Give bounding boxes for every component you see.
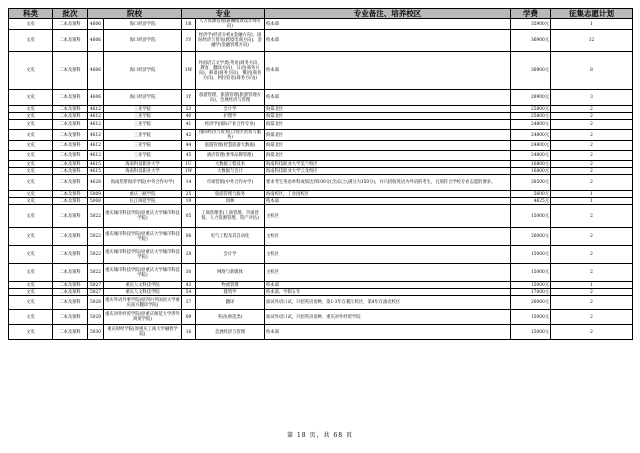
row-fee: 15000元 [511,282,551,289]
row-note: 海棠北区 [265,130,511,141]
row-subject: 文史 [9,130,53,141]
row-major: 会计学 [196,106,265,113]
row-school-code: 5022 [88,205,104,228]
row-note: 主校区 [265,205,511,228]
row-school: 重庆外语外事学院(原四川外国语大学重庆南方翻译学院) [105,297,180,308]
row-major: 网络与新媒体 [196,264,265,282]
row-subject: 文史 [9,310,53,325]
row-school: 重庆城市科技学院(原重庆大学城市科技学院) [104,205,182,228]
row-subject: 文史 [9,296,53,310]
row-subject: 文史 [9,120,53,130]
row-major: 酒店管理(奢华品牌管理) [196,151,265,161]
row-fee: 25800元 [511,113,551,120]
table-row [9,30,633,52]
row-fee: 26000元 [511,296,551,310]
row-school-code: 4612 [88,151,104,161]
row-major: 英语(师范类) [196,310,265,325]
row-school: 三亚学院 [104,106,182,113]
admission-table [8,8,633,340]
row-subject: 文史 [9,113,53,120]
row-major: 外国语言文学类(英语(商务方向、教育、翻译方向)，日语(商务方向)，韩语(商务方向)，俄语(商务方向)，阿拉伯语(商务方向)) [196,52,265,90]
row-fee: 15000元 [511,264,551,282]
row-subject: 文史 [9,205,53,228]
row-major: 大数据工程技术 [196,161,265,168]
row-note: 海棠北区 [265,141,511,151]
row-school: 海口经济学院 [104,90,182,106]
row-fee: 4625元 [511,198,551,205]
row-fee: 24800元 [511,130,551,141]
header-school: 院校 [88,9,182,19]
row-major-code: 28 [182,246,196,264]
row-subject: 文史 [9,168,53,175]
row-school: 海口经济学院 [104,30,182,52]
row-subject: 文史 [9,151,53,161]
row-major: 国际经济与贸易(自贸区贸易与服务) [196,130,265,141]
row-school: 三亚学院 [104,113,182,120]
row-major: 会展经济与管理 [196,325,265,340]
table-row [9,90,633,106]
row-batch: 二本及预科 [53,120,88,130]
row-fee: 24800元 [511,151,551,161]
row-school: 三亚学院 [104,120,182,130]
row-note: 海棠北区 [265,106,511,113]
row-school: 重庆城市科技学院(原重庆大学城市科技学院) [104,228,182,246]
row-fee: 35900元 [511,19,551,30]
row-major: 物流管理 [196,282,265,289]
row-note: 主校区 [265,228,511,246]
row-subject: 文史 [9,191,53,198]
row-major: 经济学(经济分析)(金融方向)，国际经济与贸易(跨境电商方向)，金融学(金融管理方向) [196,30,265,52]
row-subject: 文史 [9,106,53,113]
row-school: 海南科技职业大学 [104,168,182,175]
table-row [9,120,633,130]
row-note: 要求考生英语单科成绩达到100分(含)以上(满分为150分)，并只招收英语为外语的考生，且须符合学校专业志愿的要求。 [265,175,511,191]
header-subject: 科类 [9,9,53,19]
row-note: 校本部 [265,282,511,289]
row-major: 市场营销(中外合作办学) [196,175,265,191]
row-major: 工商管理类(工商管理，市场营销，人力资源管理，资产评估) [196,205,265,228]
row-batch: 二本及预科 [53,113,88,120]
row-note: 校本部，学制五年 [265,289,511,296]
row-plan: 2 [551,151,633,161]
row-school-code: 4612 [88,141,104,151]
row-major-code: 45 [182,151,196,161]
row-fee: 25800元 [511,106,551,113]
row-school-code: 5022 [88,246,104,264]
row-plan: 2 [551,130,633,141]
row-major-code: 19 [182,198,196,205]
row-major: 翻译 [196,296,265,310]
row-school: 重庆财经学院(原重庆工商大学融智学院) [104,325,182,340]
table-row [9,264,633,282]
table-body [9,19,633,340]
row-major: 旅游管理，旅游管理(旅游管理方向)，会展经济与管理 [196,90,265,106]
header-fee: 学费 [511,9,551,19]
row-school: 重庆人文科技学院 [104,282,182,289]
row-note: 海南校区，工业园校区 [265,191,511,198]
row-batch: 二本及预科 [53,289,88,296]
row-subject: 文史 [9,141,53,151]
table-row [9,205,633,228]
row-plan: 2 [551,168,633,175]
row-major: 大数据与会计 [196,168,265,175]
row-fee: 15000元 [511,205,551,228]
row-school-code: 4615 [88,161,104,168]
row-school: 重庆城市科技学院(原重庆大学城市科技学院) [104,264,182,282]
row-major-code: 05 [182,205,196,228]
row-batch: 二本及预科 [53,198,88,205]
row-plan: 2 [551,120,633,130]
table-row [9,228,633,246]
row-batch: 二本及预科 [53,264,88,282]
row-school-code: 5028 [88,296,104,310]
row-school-code: 5009 [88,191,104,198]
table-row [9,151,633,161]
row-batch: 二本及预科 [53,310,88,325]
row-note: 校本部 [265,52,511,90]
row-subject: 文史 [9,52,53,90]
table-header-row [9,9,633,19]
table-row [9,161,633,168]
row-plan: 2 [551,175,633,191]
row-school: 三亚学院 [104,151,182,161]
row-major-code: 43 [182,282,196,289]
row-batch: 二本及预科 [53,246,88,264]
row-note: 海棠北区 [265,120,511,130]
table-row [9,282,633,289]
row-school-code: 4606 [88,19,104,30]
row-subject: 文史 [9,30,53,52]
row-major-code: 44 [182,141,196,151]
row-plan: 1 [551,198,633,205]
row-subject: 文史 [9,198,53,205]
row-major-code: 1W [182,52,196,90]
table-row [9,246,633,264]
row-school: 三亚学院 [104,141,182,151]
row-batch: 二本及预科 [53,296,88,310]
row-school: 海南热带海洋学院(中外合作办学) [104,175,182,191]
row-fee: 15000元 [511,310,551,325]
row-major: 旅游管理(智慧旅游大数据) [196,141,265,151]
row-fee: 28900元 [511,90,551,106]
table-row [9,289,633,296]
table-row [9,19,633,30]
row-fee: 5600元 [511,191,551,198]
row-batch: 二本及预科 [53,175,88,191]
row-note: 校本部 [265,325,511,340]
row-school-code: 5008 [88,198,104,205]
row-major-code: 40 [182,113,196,120]
row-batch: 二本及预科 [53,205,88,228]
row-subject: 文史 [9,264,53,282]
row-fee: 15000元 [511,325,551,340]
row-major-code: 42 [182,130,196,141]
row-fee: 15000元 [511,246,551,264]
row-major: 经济学(国际产业合作专业) [196,120,265,130]
row-major-code: 06 [182,228,196,246]
row-fee: 16800元 [511,168,551,175]
row-school-code: 4606 [88,52,104,90]
row-school: 重庆对外经贸学院(原重庆师范大学涉外商贸学院) [104,310,182,325]
table-row [9,325,633,340]
row-major: 建筑学 [196,289,265,296]
row-school: 海南科技职业大学 [104,161,182,168]
row-note: 校本部 [265,90,511,106]
table-row [9,310,633,325]
row-note: 校本部 [265,198,511,205]
row-school: 海口经济学院 [104,52,182,90]
table-row [9,113,633,120]
row-major-code: 37 [182,296,196,310]
row-school-code: 4628 [88,175,104,191]
header-batch: 批次 [53,9,88,19]
row-school-code: 5030 [88,325,104,340]
row-subject: 文史 [9,246,53,264]
row-subject: 文史 [9,161,53,168]
row-note: 校本部 [265,30,511,52]
row-plan: 2 [551,246,633,264]
row-batch: 二本及预科 [53,90,88,106]
table-row [9,198,633,205]
table-row [9,106,633,113]
row-major: 电气工程及其自动化 [196,228,265,246]
row-school-code: 5022 [88,264,104,282]
row-note: 加试外语口试，只招英语语种，第1-3年在綦江校区，第4年在渝北校区 [265,296,511,310]
row-major: 园林 [196,198,265,205]
row-plan: 1 [551,282,633,289]
row-batch: 二本及预科 [53,30,88,52]
row-school-code: 4612 [88,113,104,120]
row-fee: 26000元 [511,228,551,246]
row-school-code: 5027 [88,282,104,289]
row-major-code: 1W [182,168,196,175]
header-major: 专业 [182,9,265,19]
row-plan: 2 [551,325,633,340]
table-row [9,168,633,175]
row-note: 加试外语口试，只招英语语种，重庆对外经贸学院 [265,310,511,325]
row-major-code: 1V [182,30,196,52]
row-batch: 二本及预科 [53,130,88,141]
row-batch: 二本及预科 [53,191,88,198]
row-school-code: 4612 [88,130,104,141]
row-major: 会计学 [196,246,265,264]
table-row [9,175,633,191]
row-batch: 二本及预科 [53,106,88,113]
row-school: 三亚学院 [104,130,182,141]
row-school: 重庆城市科技学院(原重庆大学城市科技学院) [104,246,182,264]
row-subject: 文史 [9,175,53,191]
row-plan: 2 [551,228,633,246]
row-major-code: 25 [182,191,196,198]
header-plan: 征集志愿计划 [551,9,633,19]
row-major-code: 09 [182,310,196,325]
row-major: 旅游管理与服务 [196,191,265,198]
row-school-code: 4615 [88,168,104,175]
row-fee: 36900元 [511,30,551,52]
row-note: 海南科技职业大学美兰校区 [265,161,511,168]
row-plan: 2 [551,106,633,113]
row-major-code: 1U [182,161,196,168]
row-plan: 2 [551,289,633,296]
row-subject: 文史 [9,325,53,340]
row-major: 护理学 [196,113,265,120]
row-batch: 二本及预科 [53,168,88,175]
row-batch: 二本及预科 [53,228,88,246]
table-row [9,130,633,141]
row-plan: 1 [551,191,633,198]
row-plan: 2 [551,141,633,151]
row-plan: 2 [551,310,633,325]
admission-table-sheet [8,8,632,340]
row-major-code: 23 [182,106,196,113]
row-plan: 1 [551,19,633,30]
row-batch: 二本及预科 [53,282,88,289]
row-school: 重庆人文科技学院 [104,289,182,296]
row-school-code: 5029 [88,310,104,325]
row-school-code: 4606 [88,90,104,106]
row-major-code: 30 [182,264,196,282]
row-fee: 24800元 [511,120,551,130]
row-fee: 17000元 [511,289,551,296]
row-major: 人力资源管理(薪酬绩效设计师方向) [196,19,265,30]
row-batch: 二本及预科 [53,325,88,340]
row-subject: 文史 [9,19,53,30]
row-school-code: 4612 [88,120,104,130]
row-batch: 二本及预科 [53,19,88,30]
row-major-code: 54 [182,289,196,296]
row-subject: 文史 [9,228,53,246]
row-fee: 36900元 [511,52,551,90]
table-row [9,191,633,198]
row-note: 主校区 [265,264,511,282]
row-school-code: 5027 [88,289,104,296]
row-plan: 2 [551,205,633,228]
table-row [9,296,633,310]
row-school: 长江师范学院 [104,198,182,205]
row-batch: 二本及预科 [53,161,88,168]
row-subject: 文史 [9,90,53,106]
row-batch: 二本及预科 [53,52,88,90]
table-row [9,52,633,90]
row-school: 海口经济学院 [104,19,182,30]
row-subject: 文史 [9,289,53,296]
row-fee: 38500元 [511,175,551,191]
row-school-code: 4606 [88,30,104,52]
row-school-code: 4612 [88,106,104,113]
row-major-code: 16 [182,325,196,340]
row-major-code: 14 [182,175,196,191]
row-plan: 12 [551,30,633,52]
row-plan: 2 [551,296,633,310]
row-fee: 24800元 [511,141,551,151]
row-batch: 二本及预科 [53,141,88,151]
row-major-code: 41 [182,120,196,130]
header-note: 专业备注、培养校区 [265,9,511,19]
page-footer: 第 18 页，共 68 页 [287,432,353,439]
row-school: 重庆三峡学院 [104,191,182,198]
row-note: 校本部 [265,19,511,30]
row-note: 主校区 [265,246,511,264]
row-plan: 2 [551,113,633,120]
row-subject: 文史 [9,282,53,289]
row-note: 海棠北区 [265,151,511,161]
row-note: 海棠北区 [265,113,511,120]
table-row [9,141,633,151]
row-note: 海南科技职业大学云龙校区 [265,168,511,175]
row-batch: 二本及预科 [53,151,88,161]
row-plan: 2 [551,161,633,168]
row-plan: 2 [551,264,633,282]
row-plan: 3 [551,90,633,106]
row-major-code: 1Y [182,90,196,106]
row-fee: 16800元 [511,161,551,168]
row-major-code: 1R [182,19,196,30]
row-plan: 8 [551,52,633,90]
row-school-code: 5022 [88,228,104,246]
